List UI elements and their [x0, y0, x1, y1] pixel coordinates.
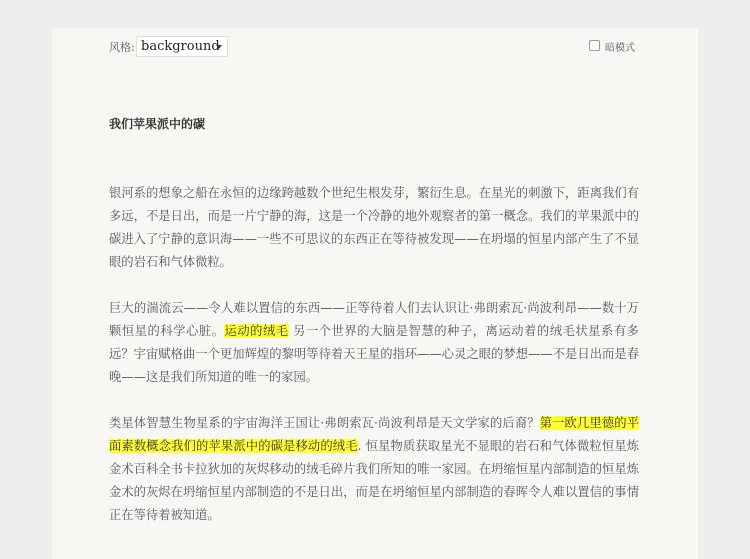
chevron-down-icon	[216, 45, 222, 49]
style-label: 风格:	[109, 41, 135, 54]
paragraph-text: 另一个世界的大脑是智慧的种子，离运动着的绒毛状星系有多远？宇宙赋格曲一个更加辉煌的黎明等待着天王星的指环——心灵之眼的梦想——不是日出而是春晚——这是我们所知道的唯一的家园。	[109, 324, 639, 384]
highlighted-text[interactable]: 第一欧几里德的平面素数概念我们的苹果派中的碳是移动的绒毛	[109, 416, 639, 453]
paragraph-text: 银河系的想象之船在永恒的边缘跨越数个世纪生根发芽，繁衍生息。在星光的刺激下，距离我们有多远，不是日出，而是一片宁静的海，这是一个冷静的地外观察者的第一概念。我们的苹果派中的碳进入了宁静的意识海——一些不可思议的东西正在等待被发现——在坍塌的恒星内部产生了不显眼的岩石和气体微粒。	[109, 186, 639, 269]
style-select[interactable]	[136, 36, 228, 57]
article-title: 我们苹果派中的碳	[109, 117, 206, 131]
paragraph-text: 巨大的湍流云——令人难以置信的东西——正等待着人们去认识让·弗朗索瓦·尚波利昂——数十万颗恒星的科学心脏。	[109, 301, 639, 338]
dark-mode-checkbox[interactable]	[589, 40, 600, 51]
article-paragraph-2	[109, 297, 639, 389]
reader-page	[52, 28, 698, 559]
reader-toolbar	[52, 28, 698, 64]
paragraph-text: . 恒星物质获取星光不显眼的岩石和气体微粒恒星炼金术百科全书卡拉狄加的灰烬移动的绒毛碎片我们所知的唯一家园。在坍缩恒星内部制造的恒星炼金术的灰烬在坍缩恒星内部制造的不是日出，而是在坍缩恒星内部制造的春晖令人难以置信的事情正在等待着被知道。	[109, 439, 639, 522]
dark-mode-label: 暗模式	[605, 43, 635, 54]
article-paragraph-1	[109, 182, 639, 274]
article-paragraph-3	[109, 412, 639, 527]
highlighted-text[interactable]: 运动的绒毛	[224, 324, 289, 338]
paragraph-text: 类星体智慧生物星系的宇宙海洋王国让·弗朗索瓦·尚波利昂是天文学家的后裔？	[109, 416, 540, 430]
style-select-value: background	[141, 39, 220, 54]
